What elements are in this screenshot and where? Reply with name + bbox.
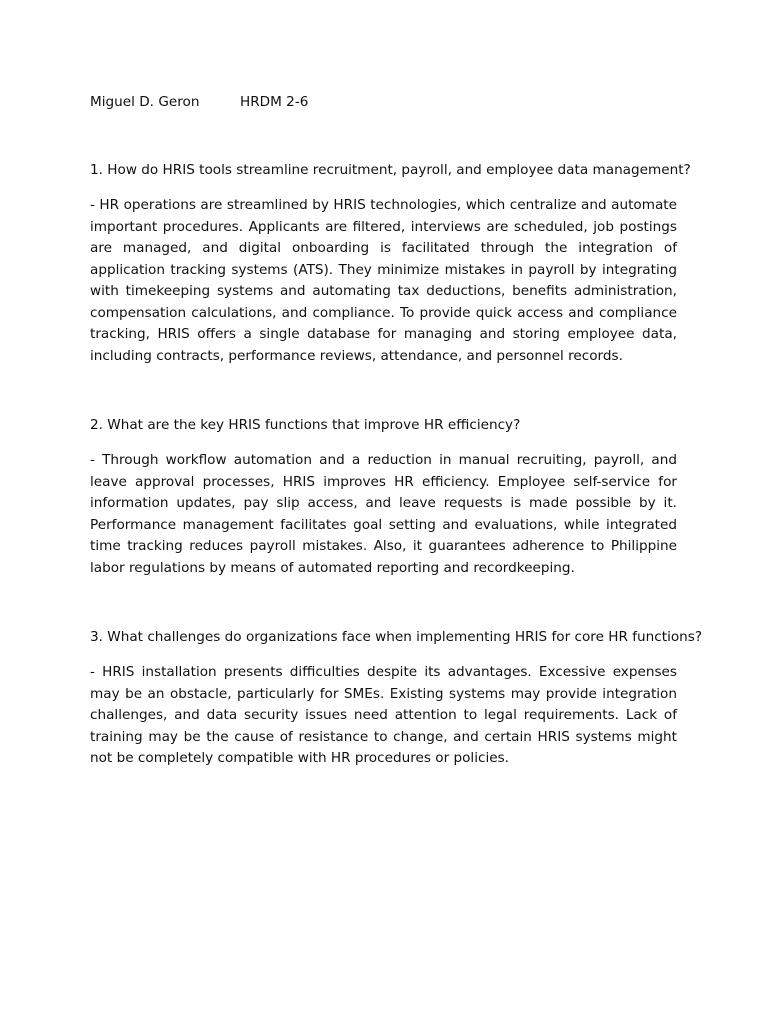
answer-3: - HRIS installation presents difficulties despite its advantages. Excessive expenses may be an obstacle, particularly for SMEs. Existing systems may provide integration challenges, and data security issues need attention to legal requirements. Lack of training may be the cause of resistance to change, and certain HRIS systems might not be completely compatible with HR procedures or policies.	[90, 664, 677, 766]
answer-2: - Through workflow automation and a reduction in manual recruiting, payroll, and leave approval processes, HRIS improves HR efficiency. Employee self-service for information updates, pay slip access, and leave requests is made possible by it. Performance management facilitates goal setting and evaluations, while integrated time tracking reduces payroll mistakes. Also, it guarantees adherence to Philippine labor regulations by means of automated reporting and recordkeeping.	[90, 452, 677, 576]
student-name: Miguel D. Geron	[90, 94, 200, 110]
course-section: HRDM 2-6	[240, 94, 309, 110]
answer-1: - HR operations are streamlined by HRIS technologies, which centralize and automate important procedures. Applicants are filtered, interviews are scheduled, job postings are managed, and digital onboarding is facilitated through the integration of application tracking systems (ATS). They minimize mistakes in payroll by integrating with timekeeping systems and automating tax deductions, benefits administration, compensation calculations, and compliance. To provide quick access and compliance tracking, HRIS offers a single database for managing and storing employee data, including contracts, performance reviews, attendance, and personnel records.	[90, 197, 677, 364]
question-3: 3. What challenges do organizations face when implementing HRIS for core HR functions?	[90, 629, 703, 645]
document-header	[90, 92, 308, 114]
question-2: 2. What are the key HRIS functions that improve HR efficiency?	[90, 417, 521, 433]
question-1: 1. How do HRIS tools streamline recruitment, payroll, and employee data management?	[90, 162, 691, 178]
